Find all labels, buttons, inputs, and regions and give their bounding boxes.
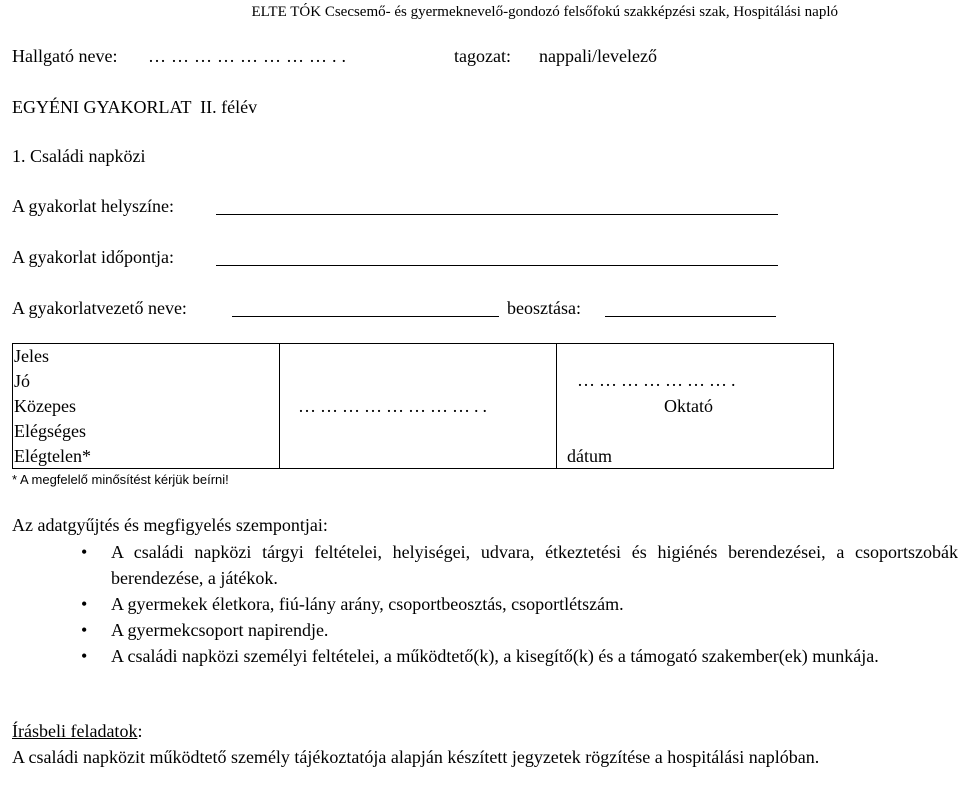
aspect-text: A gyermekcsoport napirendje. bbox=[111, 620, 329, 640]
written-task-colon: : bbox=[137, 721, 143, 741]
bullet-icon: • bbox=[81, 542, 88, 562]
student-name-label: Hallgató neve: bbox=[12, 46, 118, 66]
list-item bbox=[12, 617, 958, 643]
aspects-list bbox=[12, 539, 958, 669]
bullet-icon: • bbox=[81, 594, 88, 614]
list-item bbox=[12, 591, 958, 617]
location-field[interactable] bbox=[216, 214, 778, 215]
written-task-heading bbox=[12, 718, 958, 744]
aspects-title: Az adatgyűjtés és megfigyelés szempontjai: bbox=[12, 515, 328, 535]
written-task bbox=[12, 718, 958, 770]
list-item bbox=[12, 539, 958, 591]
rating-jeles: Jeles bbox=[14, 346, 49, 366]
grading-divider-left bbox=[279, 343, 280, 469]
written-task-text: A családi napközit működtető személy tájékoztatója alapján készített jegyzetek rögzítése a hospitálási naplóban. bbox=[12, 747, 820, 767]
instructor-signature-dots[interactable]: …………………. bbox=[577, 370, 740, 390]
grading-footnote: * A megfelelő minősítést kérjük beírni! bbox=[12, 472, 229, 487]
bullet-icon: • bbox=[81, 646, 88, 666]
aspect-text: A gyermekek életkora, fiú-lány arány, csoportbeosztás, csoportlétszám. bbox=[111, 594, 624, 614]
section-value: nappali/levelező bbox=[539, 46, 657, 66]
rating-elegseges: Elégséges bbox=[14, 421, 86, 441]
bullet-icon: • bbox=[81, 620, 88, 640]
position-field[interactable] bbox=[605, 316, 776, 317]
rating-elegtelen: Elégtelen* bbox=[14, 446, 91, 466]
practice-title: EGYÉNI GYAKORLAT II. félév bbox=[12, 97, 258, 117]
instructor-label: Oktató bbox=[664, 396, 713, 416]
practice-subtitle: 1. Családi napközi bbox=[12, 146, 146, 166]
supervisor-name-field[interactable] bbox=[232, 316, 499, 317]
aspect-text: A családi napközi személyi feltételei, a működtető(k), a kisegítő(k) és a támogató szakember(ek) munkája. bbox=[111, 646, 879, 666]
rating-kozepes: Közepes bbox=[14, 396, 76, 416]
section-label: tagozat: bbox=[454, 46, 511, 66]
document-header: ELTE TÓK Csecsemő- és gyermeknevelő-gondozó felsőfokú szakképzési szak, Hospitálási napló bbox=[251, 4, 838, 20]
rating-jo: Jó bbox=[14, 371, 31, 391]
position-label: beosztása: bbox=[507, 298, 581, 318]
grading-divider-right bbox=[556, 343, 557, 469]
grade-dots[interactable]: …………………….. bbox=[298, 396, 491, 416]
aspect-text: A családi napközi tárgyi feltételei, helyiségei, udvara, étkeztetési és higiénés berendezései, a csoportszobák berendezése, a játékok. bbox=[111, 542, 958, 588]
date-field[interactable] bbox=[216, 265, 778, 266]
list-item bbox=[12, 643, 958, 669]
observation-aspects bbox=[12, 512, 958, 669]
supervisor-label: A gyakorlatvezető neve: bbox=[12, 298, 187, 318]
student-name-dots[interactable]: …………………….. bbox=[148, 46, 351, 66]
date-label: A gyakorlat időpontja: bbox=[12, 247, 174, 267]
written-task-title: Írásbeli feladatok bbox=[12, 721, 138, 741]
location-label: A gyakorlat helyszíne: bbox=[12, 196, 174, 216]
grade-date-label: dátum bbox=[567, 446, 612, 466]
